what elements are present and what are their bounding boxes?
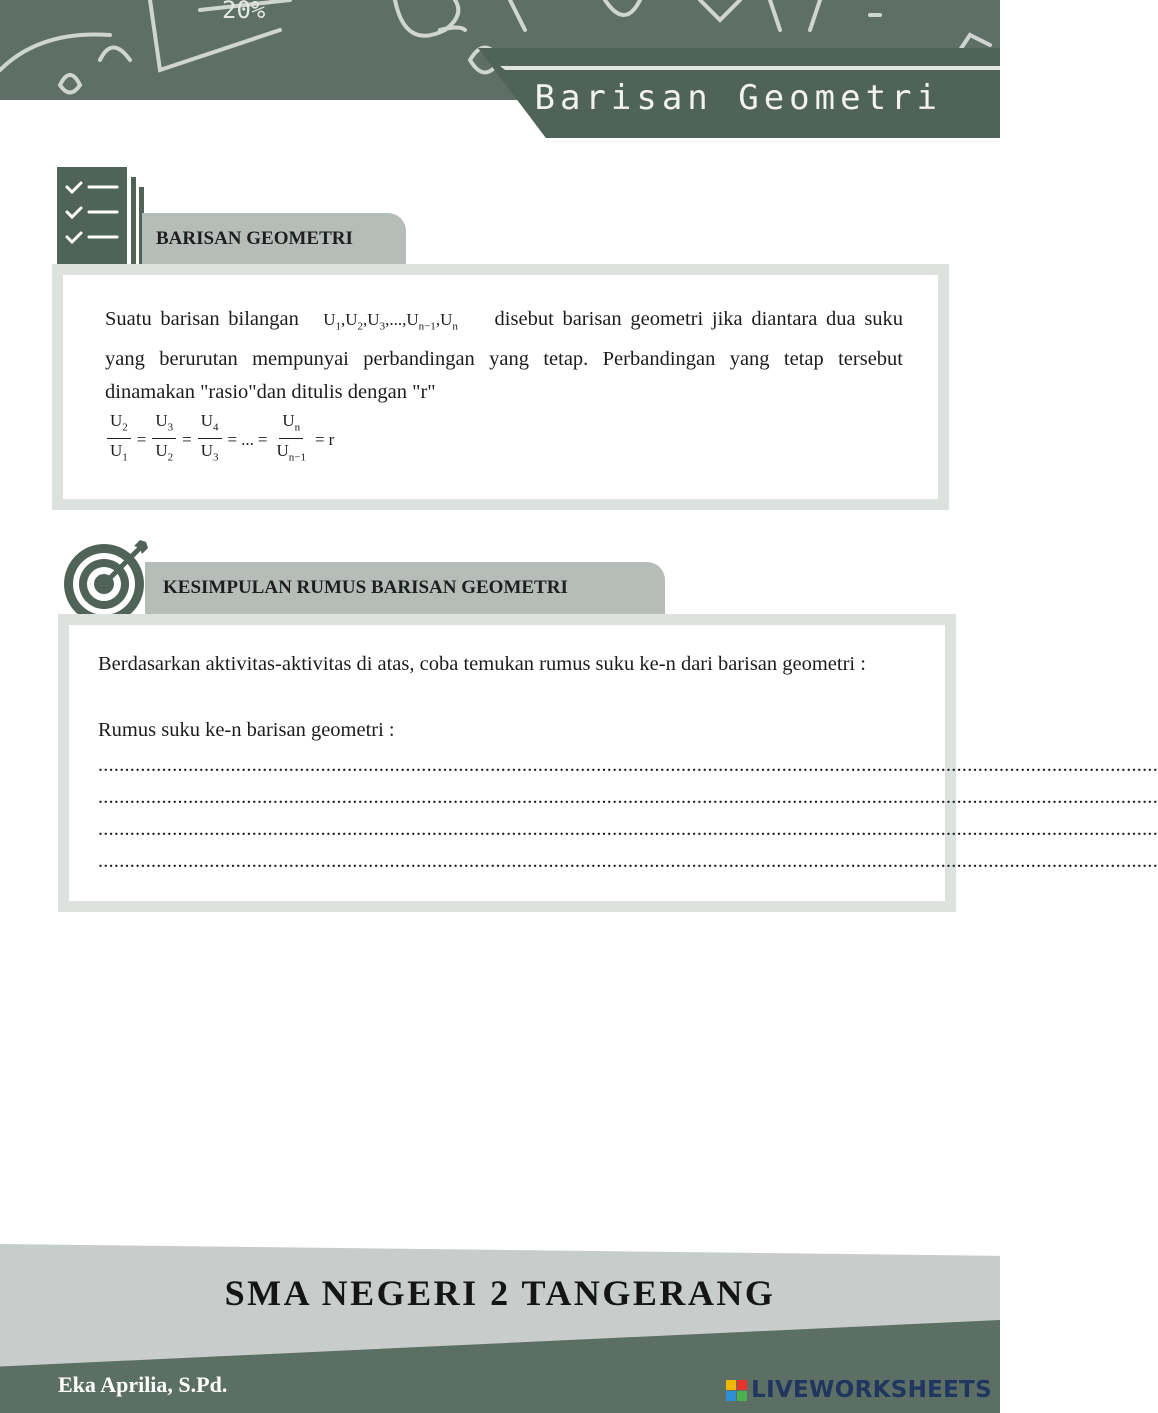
answer-line[interactable]: ........................................................................................................................................................................................................: [98, 754, 1158, 776]
title-ribbon-stripe: [500, 66, 1000, 70]
fraction: $\frac{U_n}{U_{n-1}}$: [276, 411, 306, 464]
sequence-expression: $U_1,U_2,U_3,...,U_{n-1},U_n$: [323, 310, 458, 333]
equals-sign: =: [314, 429, 325, 449]
ratio-formula: [105, 410, 334, 470]
formula-label: Rumus suku ke-n barisan geometri :: [98, 719, 395, 741]
answer-line[interactable]: ........................................................................................................................................................................................................: [98, 786, 1158, 808]
answer-line[interactable]: ........................................................................................................................................................................................................: [98, 818, 1158, 840]
sequence-term: $U_2$: [345, 310, 364, 333]
definition-body: disebut barisan geometri jika diantara dua suku yang berurutan mempunyai perbandingan yang tetap. Perbandingan yang tetap tersebut dinamakan "rasio"dan ditulis dengan "r": [105, 308, 904, 404]
conclusion-prompt: Berdasarkan aktivitas-aktivitas di atas, coba temukan rumus suku ke-n dari barisan geometri :: [98, 653, 866, 675]
fraction: $\frac{U_4}{U_3}$: [198, 410, 222, 470]
section-heading-kesimpulan: KESIMPULAN RUMUS BARISAN GEOMETRI: [145, 562, 665, 614]
page-title: Barisan Geometri: [534, 78, 942, 118]
checklist-icon: [57, 167, 147, 267]
sequence-term: $U_n$: [440, 310, 458, 333]
school-name: SMA NEGERI 2 TANGERANG: [224, 1273, 776, 1313]
equals-sign: =: [136, 429, 147, 449]
formula-ellipsis: ...: [241, 429, 254, 449]
equals-sign: =: [182, 429, 192, 449]
author-name: Eka Aprilia, S.Pd.: [58, 1372, 228, 1397]
liveworksheets-logo[interactable]: [726, 1377, 992, 1403]
liveworksheets-icon: [726, 1380, 747, 1401]
sequence-term: $U_3$: [367, 310, 386, 333]
answer-line[interactable]: ........................................................................................................................................................................................................: [98, 850, 1158, 872]
section-heading-barisan-geometri: BARISAN GEOMETRI: [142, 213, 406, 265]
equals-sign: =: [257, 429, 268, 449]
chalk-percent-text: 20%: [222, 0, 266, 24]
definition-intro: Suatu barisan bilangan: [105, 308, 299, 330]
sequence-term: $U_1$: [323, 310, 341, 333]
definition-text: [105, 303, 903, 409]
equals-sign: =: [227, 429, 238, 449]
fraction: $\frac{U_2}{U_1}$: [107, 410, 131, 470]
sequence-term: $U_{n-1}$: [406, 310, 436, 333]
sequence-term: ...: [389, 310, 403, 329]
liveworksheets-brand: LIVEWORKSHEETS: [751, 1377, 992, 1403]
ratio-symbol: r: [328, 429, 335, 449]
fraction: $\frac{U_3}{U_2}$: [152, 410, 176, 470]
